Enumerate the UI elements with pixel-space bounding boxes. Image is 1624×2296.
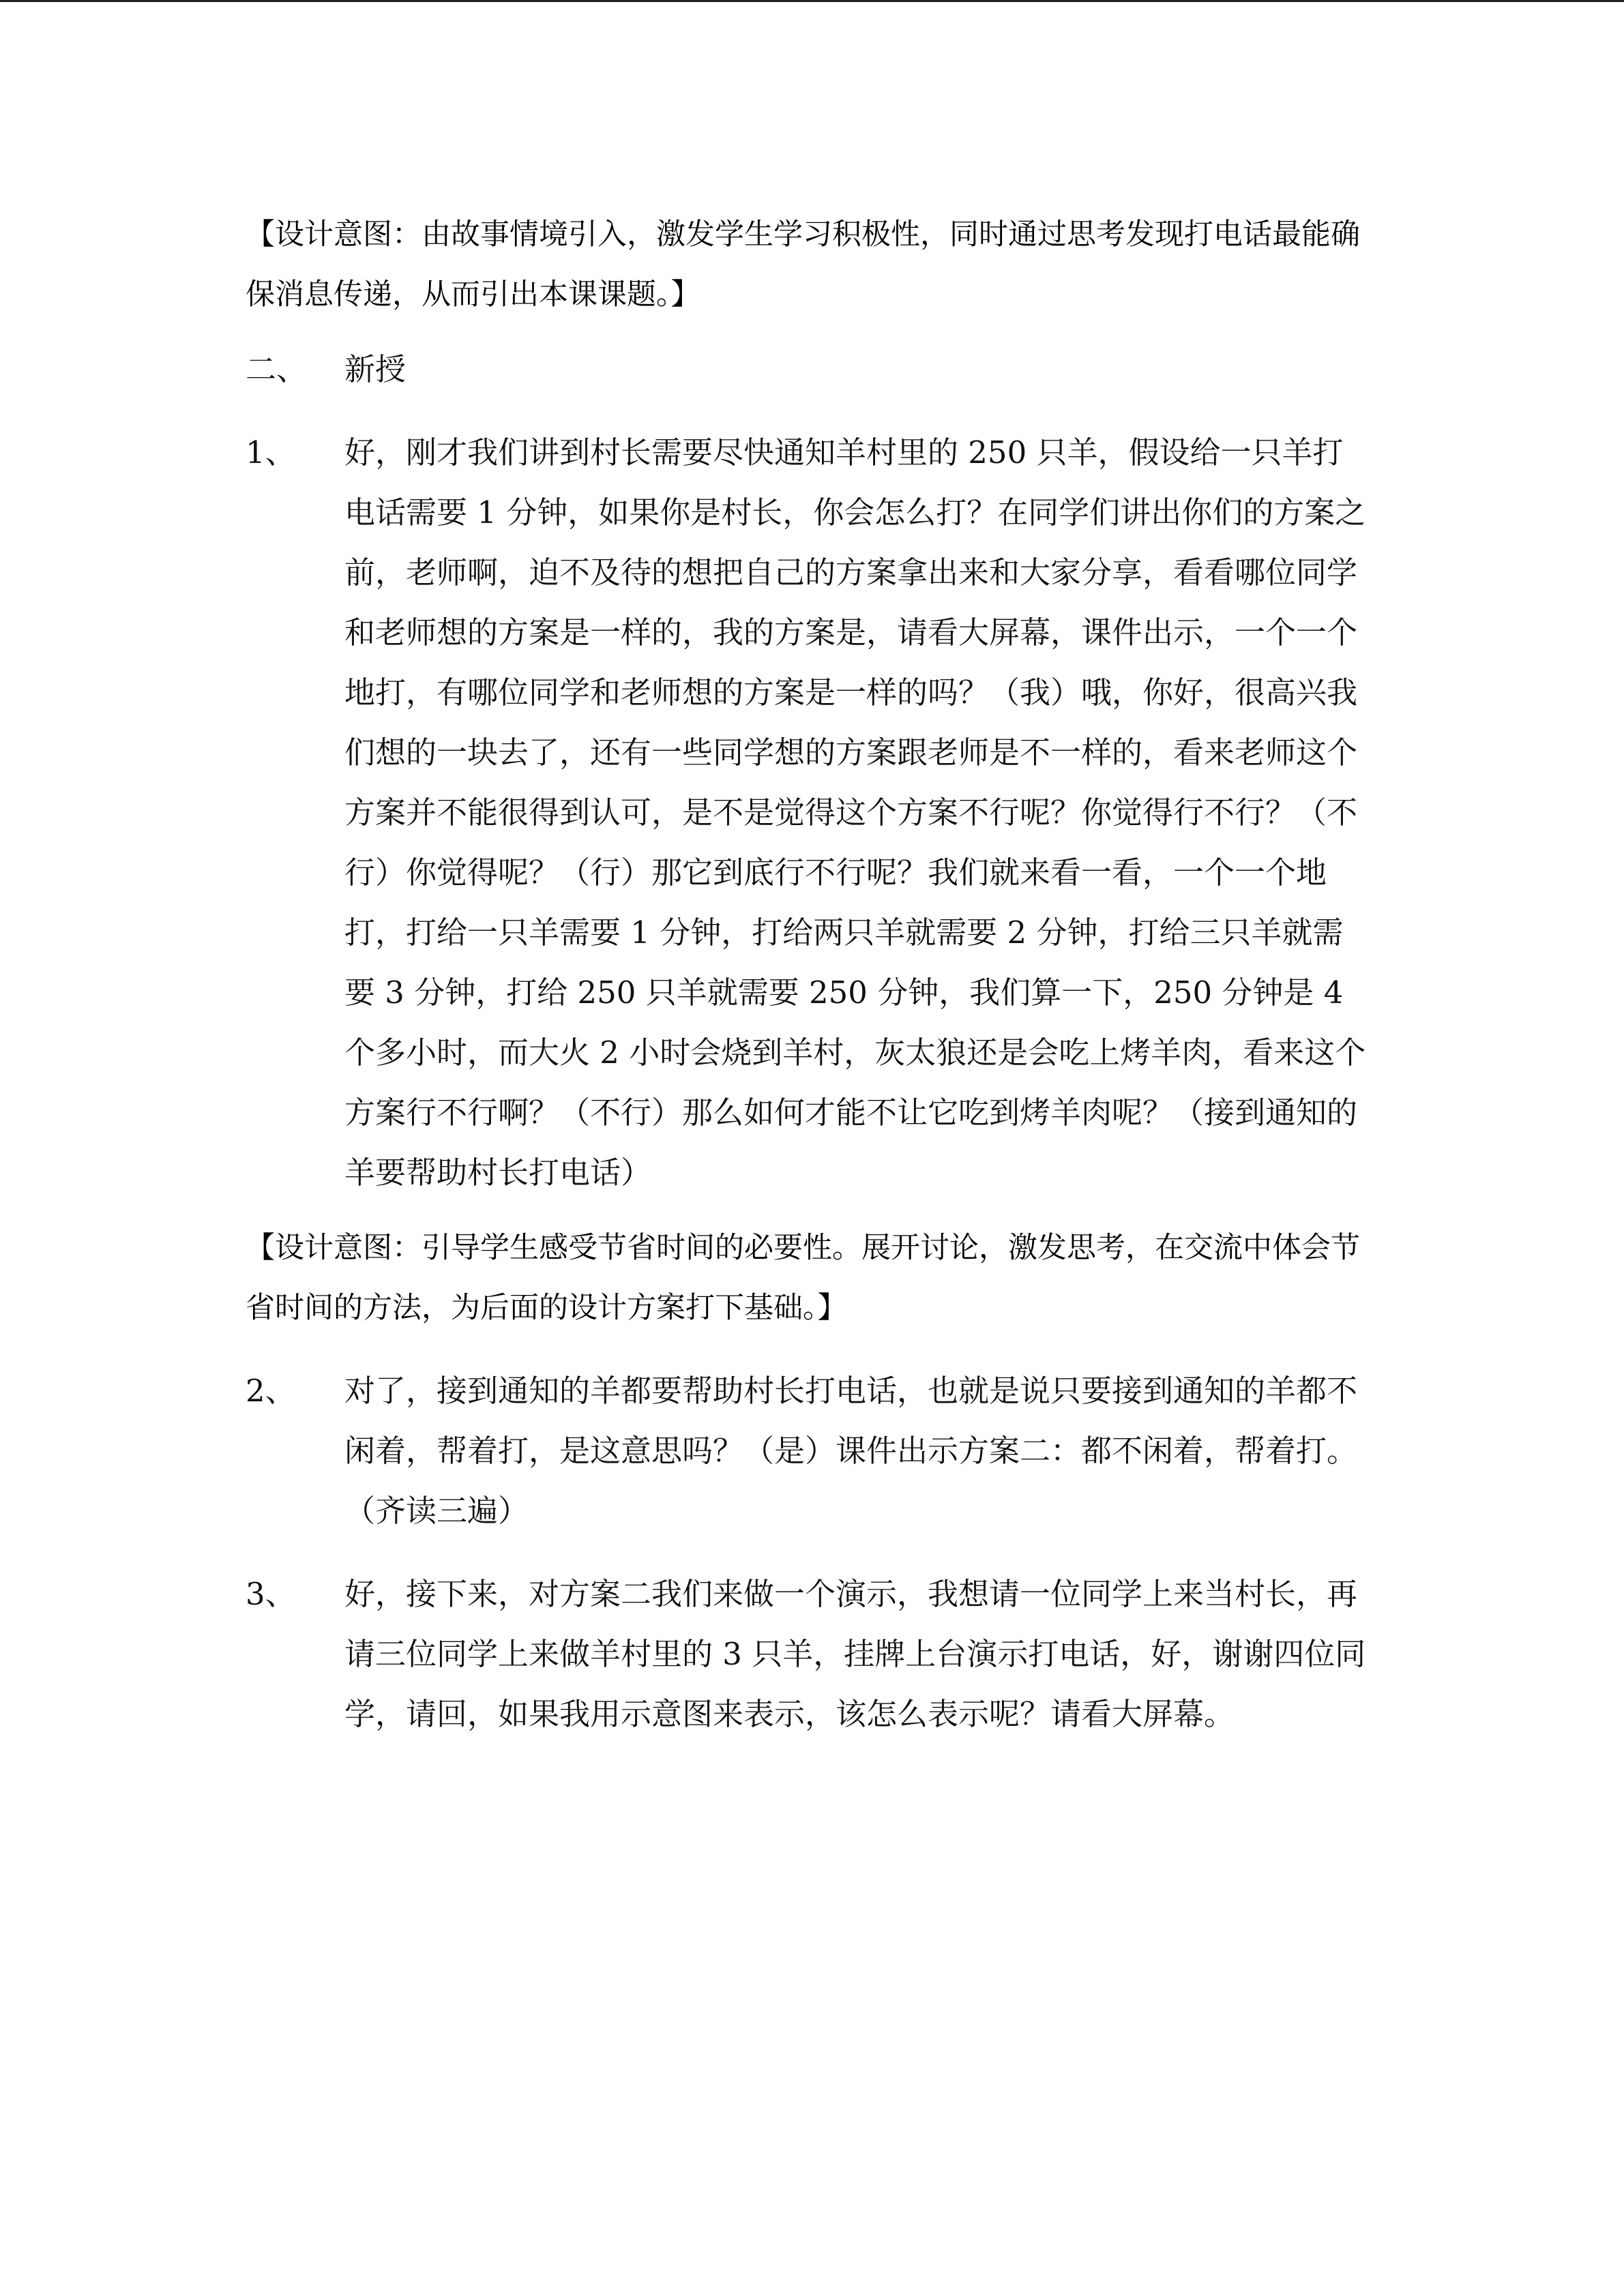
section-title: 新授 bbox=[344, 351, 407, 387]
list-item-text: 对了，接到通知的羊都要帮助村长打电话，也就是说只要接到通知的羊都不闲着，帮着打，是这意思吗？（是）课件出示方案二：都不闲着，帮着打。（齐读三遍） bbox=[344, 1373, 1358, 1529]
section-number: 二、 bbox=[246, 351, 308, 387]
design-intent-2: 【设计意图：引导学生感受节省时间的必要性。展开讨论，激发思考，在交流中体会节省时间的方法，为后面的设计方案打下基础。】 bbox=[246, 1231, 1360, 1325]
page-top-border bbox=[0, 0, 1624, 2]
section-heading bbox=[246, 340, 1378, 400]
list-item-number: 3、 bbox=[246, 1576, 296, 1612]
design-intent-1: 【设计意图：由故事情境引入，激发学生学习积极性，同时通过思考发现打电话最能确保消息传递，从而引出本课课题。】 bbox=[246, 218, 1360, 312]
list-item-text: 好，接下来，对方案二我们来做一个演示，我想请一位同学上来当村长，再请三位同学上来做羊村里的 3 只羊，挂牌上台演示打电话，好，谢谢四位同学，请回，如果我用示意图来表示，该怎么表示呢？请看大屏幕。 bbox=[344, 1576, 1366, 1732]
list-item-number: 1、 bbox=[246, 434, 296, 471]
list-item-number: 2、 bbox=[246, 1373, 296, 1409]
list-item-3 bbox=[246, 1564, 1378, 1744]
list-item-1 bbox=[246, 423, 1378, 1203]
list-item-text: 好，刚才我们讲到村长需要尽快通知羊村里的 250 只羊，假设给一只羊打电话需要 1 分钟，如果你是村长，你会怎么打？在同学们讲出你们的方案之前，老师啊，迫不及待的想把自己的方案拿出来和大家分享，看看哪位同学和老师想的方案是一样的，我的方案是，请看大屏幕，课件出示，一个一个地打，有哪位同学和老师想的方案是一样的吗？（我）哦，你好，很高兴我们想的一块去了，还有一些同学想的方案跟老师是不一样的，看来老师这个方案并不能很得到认可，是不是觉得这个方案不行呢？你觉得行不行？（不行）你觉得呢？（行）那它到底行不行呢？我们就来看一看，一个一个地打，打给一只羊需要 1 分钟，打给两只羊就需要 2 分钟，打给三只羊就需要 3 分钟，打给 250 只羊就需要 250 分钟，我们算一下，250 分钟是 4 个多小时，而大火 2 小时会烧到羊村，灰太狼还是会吃上烤羊肉，看来这个方案行不行啊？（不行）那么如何才能不让它吃到烤羊肉呢？（接到通知的羊要帮助村长打电话） bbox=[344, 434, 1366, 1191]
list-item-2 bbox=[246, 1361, 1378, 1541]
document-page bbox=[246, 205, 1378, 1744]
